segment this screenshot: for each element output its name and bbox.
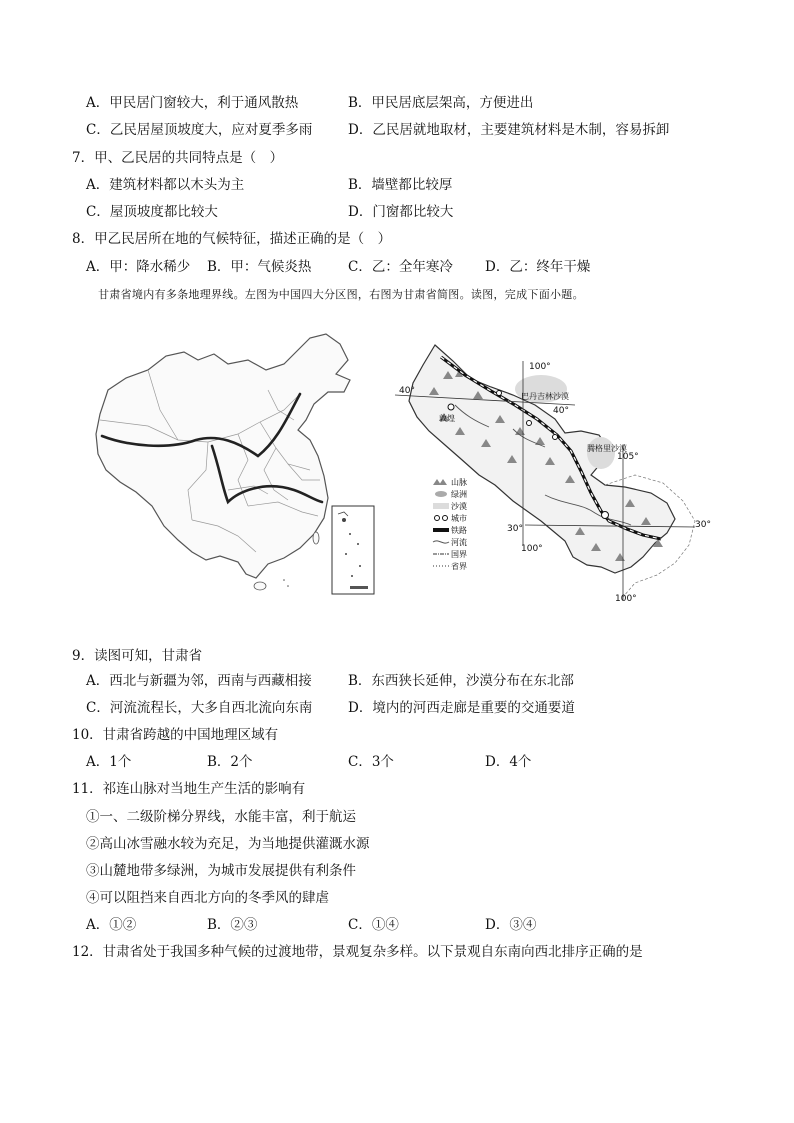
q7-option-b: B．墙壁都比较厚 — [348, 177, 453, 193]
q6-option-b: B．甲民居底层架高，方便进出 — [348, 95, 534, 111]
q10-stem: 10．甘肃省跨越的中国地理区域有 — [72, 727, 279, 743]
q7-option-a: A．建筑材料都以木头为主 — [86, 177, 245, 193]
lat-40-label: 40° — [399, 386, 415, 396]
q6-option-a: A．甲民居门窗较大，利于通风散热 — [86, 95, 299, 111]
q11-statement-1: ①一、二级阶梯分界线，水能丰富，利于航运 — [86, 809, 356, 825]
q8-option-a: A．甲：降水稀少 — [86, 259, 191, 275]
china-regions-map-svg — [88, 330, 378, 600]
q11-statement-3: ③山麓地带多绿洲，为城市发展提供有利条件 — [86, 863, 356, 879]
legend-desert: 沙漠 — [451, 502, 467, 511]
q7-option-d: D．门窗都比较大 — [348, 204, 454, 220]
lon-100-label: 100° — [529, 362, 551, 372]
q12-stem: 12．甘肃省处于我国多种气候的过渡地带，景观复杂多样。以下景观自东南向西北排序正确的是 — [72, 944, 643, 960]
q11-option-b: B．②③ — [207, 917, 258, 933]
tengger-desert — [587, 437, 615, 469]
q11-stem: 11．祁连山脉对当地生产生活的影响有 — [72, 781, 306, 797]
q8-option-c: C．乙：全年寒冷 — [348, 259, 453, 275]
legend-river: 河流 — [451, 538, 467, 547]
south-china-sea-inset — [332, 506, 374, 594]
q8-stem: 8．甲乙民居所在地的气候特征，描述正确的是（ ） — [72, 231, 392, 247]
legend-oasis: 绿洲 — [451, 490, 467, 499]
q11-option-a: A．①② — [86, 917, 137, 933]
legend-railway: 铁路 — [451, 526, 467, 535]
gansu-map — [395, 335, 715, 605]
legend-national-border: 国界 — [451, 550, 467, 559]
q10-option-a: A．1个 — [86, 754, 132, 770]
lon-100b-label: 100° — [521, 544, 543, 554]
q9-stem: 9．读图可知，甘肃省 — [72, 648, 203, 664]
q6-option-d: D．乙民居就地取材，主要建筑材料是木制，容易拆卸 — [348, 122, 670, 138]
q11-option-d: D．③④ — [485, 917, 537, 933]
gansu-map-svg — [395, 335, 715, 605]
q9-option-c: C．河流流程长，大多自西北流向东南 — [86, 700, 313, 716]
q10-option-b: B．2个 — [207, 754, 253, 770]
q9-option-a: A．西北与新疆为邻，西南与西藏相接 — [86, 673, 312, 689]
q7-option-c: C．屋顶坡度都比较大 — [86, 204, 218, 220]
map-legend — [433, 477, 467, 571]
china-regions-map — [88, 330, 378, 600]
dunhuang-label: 敦煌 — [439, 414, 455, 423]
badain-jaran-label: 巴丹吉林沙漠 — [521, 392, 569, 401]
tengger-label: 腾格里沙漠 — [587, 444, 627, 453]
china-outline — [96, 334, 350, 578]
q7-stem: 7．甲、乙民居的共同特点是（ ） — [72, 150, 284, 166]
q9-option-b: B．东西狭长延伸，沙漠分布在东北部 — [348, 673, 574, 689]
legend-city: 城市 — [451, 514, 467, 523]
q6-option-c: C．乙民居屋顶坡度大，应对夏季多雨 — [86, 122, 313, 138]
q10-option-c: C．3个 — [348, 754, 394, 770]
q11-statement-4: ④可以阻挡来自西北方向的冬季风的肆虐 — [86, 890, 329, 906]
q11-option-c: C．①④ — [348, 917, 399, 933]
legend-provincial-border: 省界 — [451, 562, 467, 571]
legend-mountain: 山脉 — [451, 478, 467, 487]
map-intro-text: 甘肃省境内有多条地理界线。左图为中国四大分区图，右图为甘肃省简图。读图，完成下面小题。 — [98, 288, 584, 301]
q11-statement-2: ②高山冰雪融水较为充足，为当地提供灌溉水源 — [86, 836, 370, 852]
lat-30b-label: 30° — [695, 520, 711, 530]
q10-option-d: D．4个 — [485, 754, 532, 770]
lat-30-label: 30° — [507, 524, 523, 534]
lon-105-label: 105° — [617, 452, 639, 462]
lon-100c-label: 100° — [615, 594, 637, 604]
q8-option-d: D．乙：终年干燥 — [485, 259, 591, 275]
q8-option-b: B．甲：气候炎热 — [207, 259, 312, 275]
lat-40b-label: 40° — [553, 406, 569, 416]
q9-option-d: D．境内的河西走廊是重要的交通要道 — [348, 700, 575, 716]
